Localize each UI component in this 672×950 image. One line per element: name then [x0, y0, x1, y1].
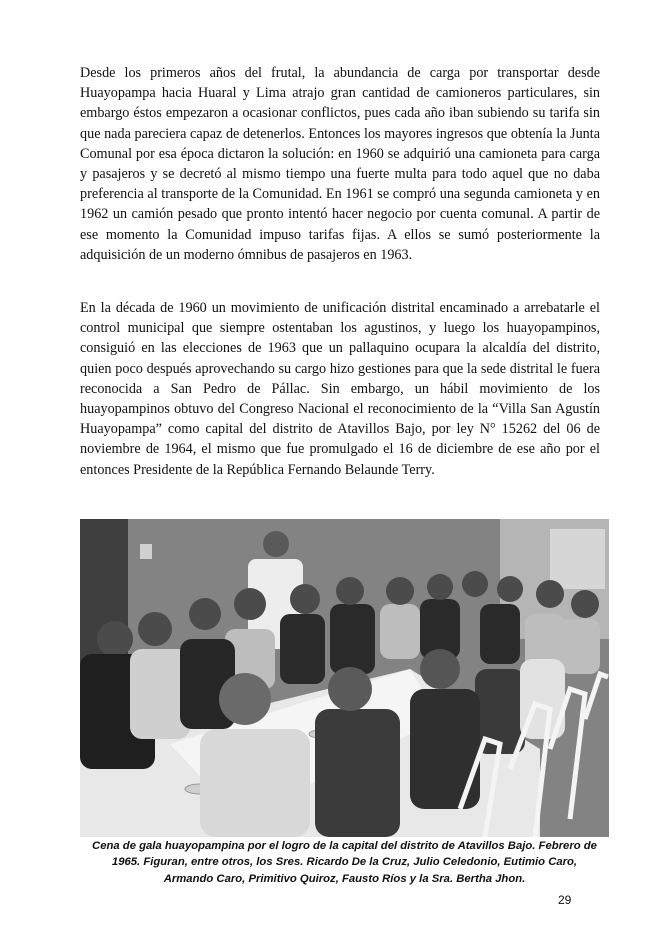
- page-number: 29: [558, 893, 572, 907]
- photo-caption: Cena de gala huayopampina por el logro de la capital del distrito de Atavillos Bajo. Febrero de 1965. Figuran, entre otros, los Sres. Ricardo De la Cruz, Julio Celedonio, Eutimio Caro, Armando Caro, Primitivo Quiroz, Fausto Ríos y la Sra. Bertha Jhon.: [92, 840, 597, 885]
- paragraph-district: En la década de 1960 un movimiento de unificación distrital encaminado a arrebatarle el control municipal que siempre ostentaban los agustinos, y luego los huayopampinos, consiguió en las elecciones de 1963 que un pallaquino ocupara la alcaldía del distrito, quien poco después aprovechando su cargo hizo gestiones para que la sede distrital le fuera reconocida a San Pedro de Pállac. Sin embargo, un hábil movimiento de los huayopampinos obtuvo del Congreso Nacional el reconocimiento de la “Villa San Agustín Huayopampa” como capital del distrito de Atavillos Bajo, por ley N° 15262 del 06 de noviembre de 1964, el mismo que fue promulgado el 16 de diciembre de ese año por el entonces Presidente de la República Fernando Belaunde Terry.: [80, 300, 600, 478]
- paragraph-transport: Desde los primeros años del frutal, la abundancia de carga por transportar desde Huayopampa hacia Huaral y Lima atrajo gran cantidad de camioneros particulares, sin embargo éstos empezaron a ocasionar conflictos, pues cada año iban subiendo su tarifa sin que nada pareciera capaz de detenerlos. Entonces los mayores ingresos que obtenía la Junta Comunal por esa época dictaron la solución: en 1960 se adquirió una camioneta para carga y pasajeros y se decretó al mismo tiempo una fuerte multa para todo aquel que no daba preferencia al transporte de la Comunidad. En 1961 se compró una segunda camioneta y en 1962 un camión pesado que pronto intentó hacer negocio por cuenta comunal. A partir de ese momento la Comunidad impuso tarifas fijas. A ellos se sumó posteriormente la adquisición de un moderno ómnibus de pasajeros en 1963.: [80, 65, 600, 263]
- gala-dinner-photo: [80, 519, 609, 837]
